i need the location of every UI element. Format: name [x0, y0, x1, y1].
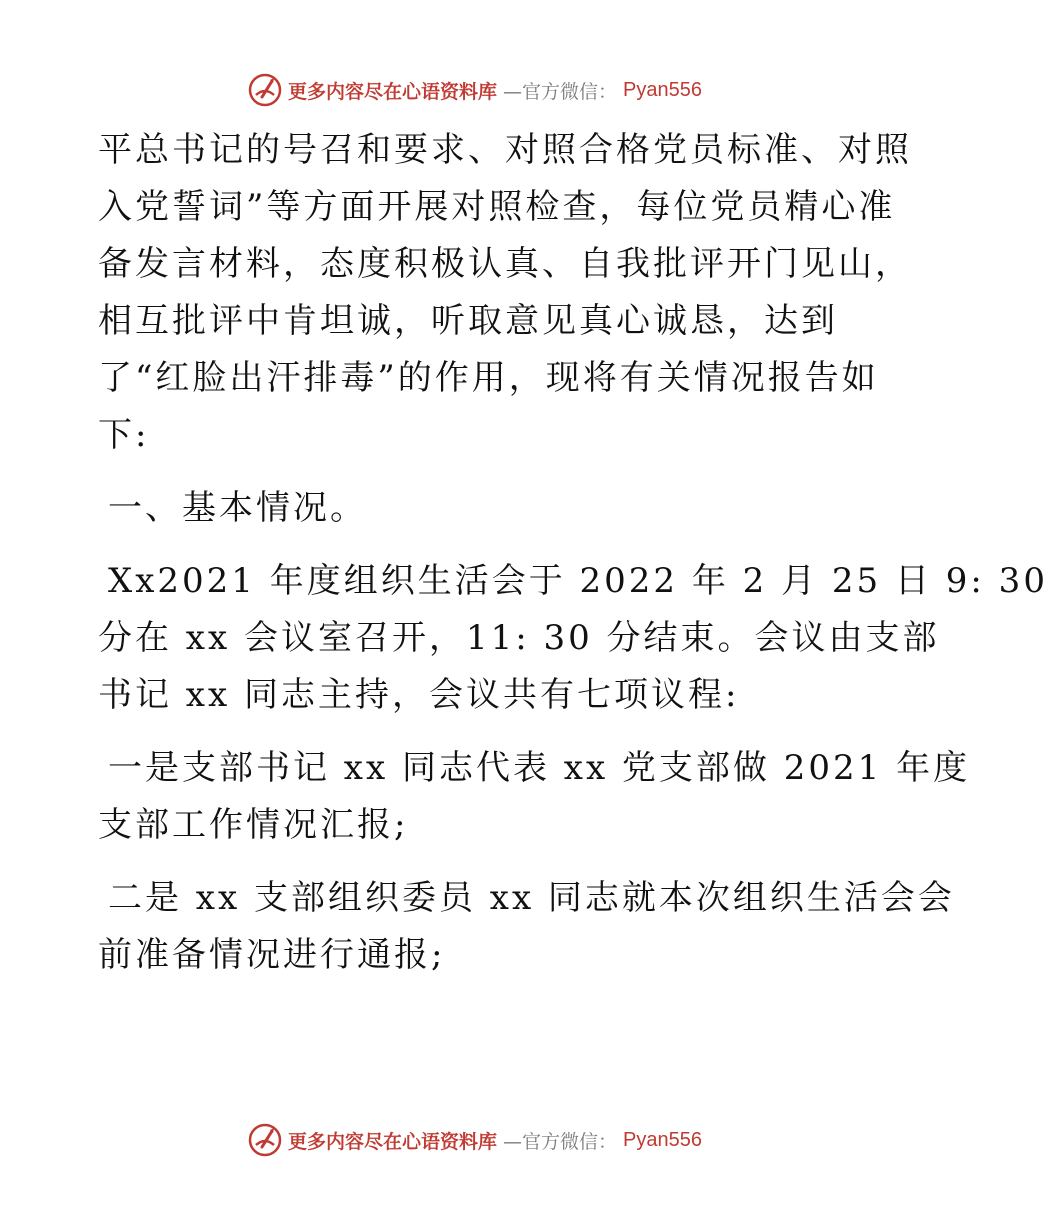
heading-line: 一、基本情况。: [108, 488, 367, 528]
text-line: 平总书记的号召和要求、对照合格党员标准、对照: [98, 130, 912, 170]
text-line: 入党誓词”等方面开展对照检查，每位党员精心准: [98, 187, 896, 227]
document-body: [98, 122, 1048, 984]
book-pen-logo-icon: [248, 1123, 282, 1157]
paragraph-agenda-2: [98, 870, 955, 984]
text-line: 书记 xx 同志主持，会议共有七项议程:: [98, 675, 740, 715]
text-line: 前准备情况进行通报;: [98, 935, 446, 975]
text-line: 二是 xx 支部组织委员 xx 同志就本次组织生活会会: [108, 878, 955, 918]
watermark-wechat-id: Pyan556: [623, 1128, 702, 1151]
footer-watermark: [0, 1122, 950, 1158]
book-pen-logo-icon: [248, 73, 282, 107]
text-line: 相互批评中肯坦诚，听取意见真心诚恳，达到: [98, 301, 838, 341]
text-line: 了“红脸出汗排毒”的作用，现将有关情况报告如: [98, 358, 879, 398]
watermark-main-text: 更多内容尽在心语资料库: [288, 80, 498, 103]
text-line: 下:: [98, 415, 150, 455]
paragraph-intro: [98, 122, 912, 464]
header-watermark: [0, 72, 950, 108]
text-line: 备发言材料，态度积极认真、自我批评开门见山，: [98, 244, 912, 284]
text-line: Xx2021 年度组织生活会于 2022 年 2 月 25 日 9: 30: [108, 561, 1048, 601]
text-line: 一是支部书记 xx 同志代表 xx 党支部做 2021 年度: [108, 748, 971, 788]
watermark-main-text: 更多内容尽在心语资料库: [288, 1130, 498, 1153]
text-line: 支部工作情况汇报;: [98, 805, 409, 845]
paragraph-agenda-1: [98, 740, 971, 854]
watermark-dash-text: —官方微信：: [503, 1130, 618, 1153]
watermark-dash-text: —官方微信：: [503, 80, 618, 103]
text-line: 分在 xx 会议室召开，11: 30 分结束。会议由支部: [98, 618, 940, 658]
watermark-wechat-id: Pyan556: [623, 78, 702, 101]
paragraph-basic-info: [98, 553, 1048, 724]
section-heading: [98, 480, 858, 537]
